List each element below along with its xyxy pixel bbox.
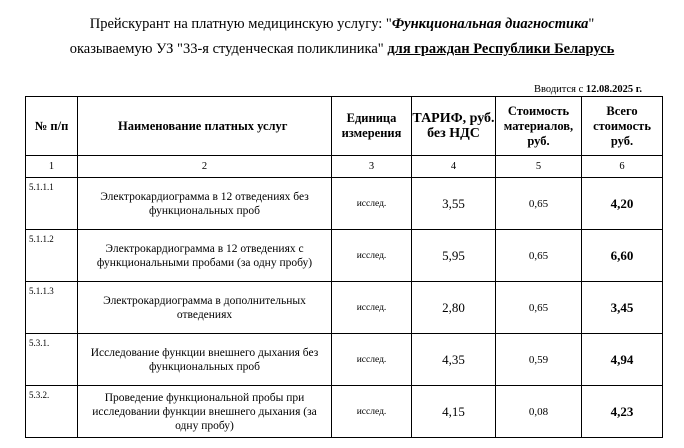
service-total: 4,20 [582,178,663,230]
service-materials: 0,65 [496,282,582,334]
table-row [26,386,663,438]
service-name: Исследование функции внешнего дыхания без функциональных проб [78,334,332,386]
service-tariff: 3,55 [412,178,496,230]
header-tariff: ТАРИФ, руб. без НДС [412,97,496,156]
title-prefix: Прейскурант на платную медицинскую услугу: " [89,16,392,32]
service-unit: исслед. [332,386,412,438]
column-number: 5 [496,156,582,178]
column-number: 2 [78,156,332,178]
service-code: 5.1.1.3 [26,282,78,334]
service-tariff: 4,15 [412,386,496,438]
service-total: 6,60 [582,230,663,282]
service-total: 3,45 [582,282,663,334]
service-unit: исслед. [332,334,412,386]
column-number-row [26,156,663,178]
service-materials: 0,65 [496,230,582,282]
citizens-text: для граждан Республики Беларусь [387,41,615,57]
column-number: 4 [412,156,496,178]
header-unit: Единица измерения [332,97,412,156]
price-table [25,96,663,438]
column-number: 6 [582,156,663,178]
service-tariff: 5,95 [412,230,496,282]
effective-date-value: 12.08.2025 г. [585,84,642,95]
service-materials: 0,65 [496,178,582,230]
service-name: Электрокардиограмма в 12 отведениях без функциональных проб [78,178,332,230]
header-num: № п/п [26,97,78,156]
service-materials: 0,08 [496,386,582,438]
effective-label: Вводится с [533,84,586,95]
column-number: 1 [26,156,78,178]
document-title-line2 [0,41,684,58]
service-code: 5.3.2. [26,386,78,438]
service-name: Проведение функциональной пробы при исследовании функции внешнего дыхания (за одну пробу) [78,386,332,438]
service-total: 4,23 [582,386,663,438]
service-unit: исслед. [332,282,412,334]
header-total: Всего стоимость руб. [582,97,663,156]
service-tariff: 4,35 [412,334,496,386]
header-materials: Стоимость материалов, руб. [496,97,582,156]
table-row [26,230,663,282]
document-title-line1 [0,16,684,33]
service-category-title: Функциональная диагностика [391,16,589,32]
service-tariff: 2,80 [412,282,496,334]
service-total: 4,94 [582,334,663,386]
service-name: Электрокардиограмма в 12 отведениях с функциональными пробами (за одну пробу) [78,230,332,282]
effective-date [534,84,642,95]
service-name: Электрокардиограмма в дополнительных отведениях [78,282,332,334]
service-code: 5.3.1. [26,334,78,386]
service-unit: исслед. [332,230,412,282]
service-code: 5.1.1.1 [26,178,78,230]
provider-text: оказываемую УЗ "33-я студенческая поликлиника" [69,41,388,57]
table-row [26,282,663,334]
column-number: 3 [332,156,412,178]
table-row [26,334,663,386]
title-suffix: " [588,16,595,32]
service-code: 5.1.1.2 [26,230,78,282]
service-materials: 0,59 [496,334,582,386]
table-row [26,178,663,230]
header-row [26,97,663,156]
service-unit: исслед. [332,178,412,230]
header-name: Наименование платных услуг [78,97,332,156]
